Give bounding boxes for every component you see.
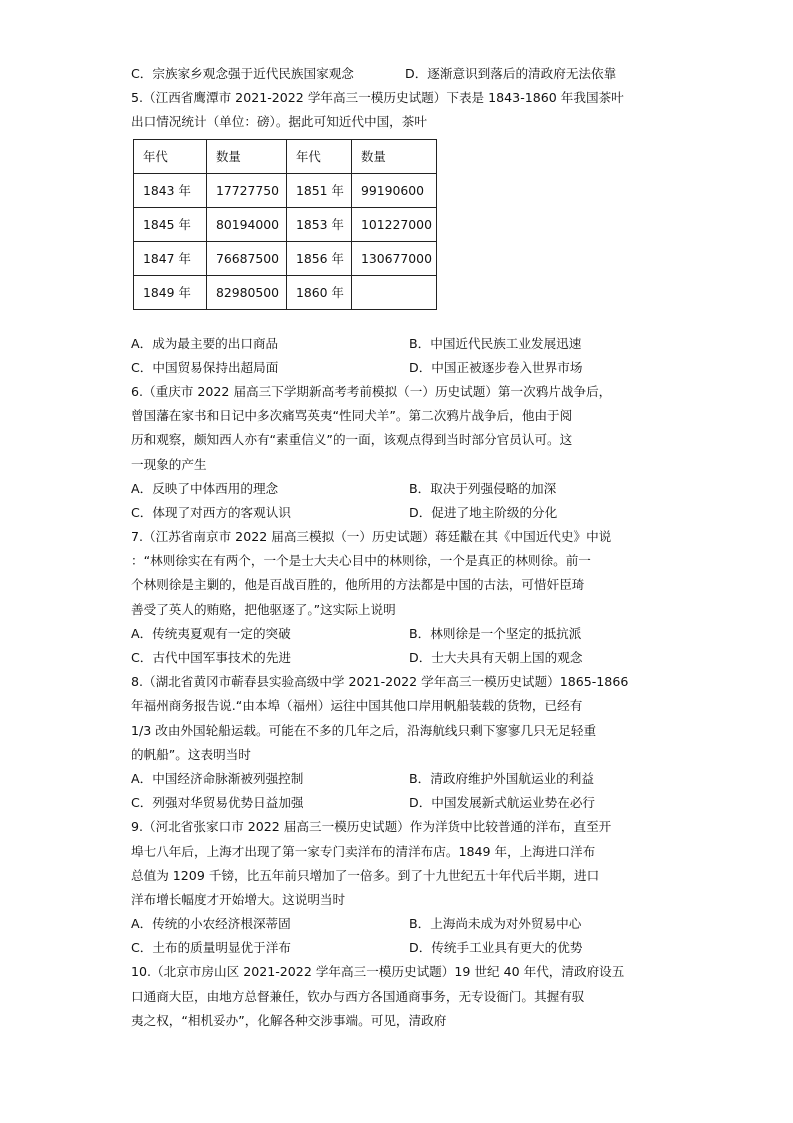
table-header-row (134, 139, 437, 173)
q5-option-c[interactable]: C．中国贸易保持出超局面 (131, 359, 279, 375)
table-header-cell: 数量 (207, 139, 287, 173)
spacer (131, 318, 671, 332)
question-7 (131, 525, 671, 670)
q6-stem-line-4: 一现象的产生 (131, 456, 207, 472)
q7-stem-line-2: ：“林则徐实在有两个，一个是士大夫心目中的林则徐，一个是真正的林则徐。前一 (131, 553, 591, 569)
q9-stem-line-3: 总值为 1209 千镑，比五年前只增加了一倍多。到了十九世纪五十年代后半期，进口 (131, 867, 600, 883)
table-cell: 76687500 (207, 241, 287, 275)
q6-option-c[interactable]: C．体现了对西方的客观认识 (131, 504, 291, 520)
q6-options-row-cd (131, 501, 671, 525)
q8-stem-line-4: 的帆船”。这表明当时 (131, 746, 251, 762)
table-cell: 101227000 (352, 207, 437, 241)
q9-option-c[interactable]: C．土布的质量明显优于洋布 (131, 940, 291, 956)
exam-page (131, 62, 671, 1033)
q4-option-c[interactable]: C．宗族家乡观念强于近代民族国家观念 (131, 66, 354, 81)
question-9 (131, 815, 671, 960)
q4-options-row-cd (131, 62, 671, 86)
q6-options-row-ab (131, 477, 671, 501)
q7-stem-line-4: 善受了英人的贿赂，把他驱逐了。”这实际上说明 (131, 601, 396, 617)
table-cell: 99190600 (352, 173, 437, 207)
q8-option-b[interactable]: B．清政府维护外国航运业的利益 (409, 770, 594, 786)
table-header-cell: 年代 (134, 139, 207, 173)
q9-stem-line-4: 洋布增长幅度才开始增大。这说明当时 (131, 891, 346, 907)
q9-stem-line-2: 埠七八年后，上海才出现了第一家专门卖洋布的清洋布店。1849 年，上海进口洋布 (131, 843, 596, 859)
q6-stem-line-1: 6.（重庆市 2022 届高三下学期新高考考前模拟（一）历史试题）第一次鸦片战争后， (131, 383, 612, 399)
table-cell: 17727750 (207, 173, 287, 207)
table-cell: 1851 年 (287, 173, 352, 207)
q7-option-c[interactable]: C．古代中国军事技术的先进 (131, 650, 291, 665)
question-8 (131, 670, 671, 815)
table-cell: 1856 年 (287, 241, 352, 275)
table-cell (352, 275, 437, 309)
table-cell: 1847 年 (134, 241, 207, 275)
table-cell: 1853 年 (287, 207, 352, 241)
q8-stem-line-3: 1/3 改由外国轮船运载。可能在不多的几年之后，沿海航线只剩下寥寥几只无足轻重 (131, 722, 597, 738)
q6-option-d[interactable]: D．促进了地主阶级的分化 (409, 504, 558, 520)
q7-stem-line-3: 个林则徐是主剿的，他是百战百胜的，他所用的方法都是中国的古法，可惜奸臣琦 (131, 577, 585, 593)
table-cell: 1843 年 (134, 173, 207, 207)
table-row (134, 241, 437, 275)
q9-options-row-ab (131, 912, 671, 936)
q5-option-b[interactable]: B．中国近代民族工业发展迅速 (409, 335, 582, 351)
table-cell: 80194000 (207, 207, 287, 241)
table-cell: 1849 年 (134, 275, 207, 309)
q7-options-row-ab (131, 622, 671, 646)
q6-option-b[interactable]: B．取决于列强侵略的加深 (409, 480, 557, 496)
q9-option-b[interactable]: B．上海尚未成为对外贸易中心 (409, 916, 582, 932)
table-cell: 130677000 (352, 241, 437, 275)
q10-stem-line-1: 10.（北京市房山区 2021-2022 学年高三一模历史试题）19 世纪 40 年代，清政府设五 (131, 964, 625, 980)
table-row (134, 173, 437, 207)
q8-option-a[interactable]: A．中国经济命脉渐被列强控制 (131, 770, 304, 786)
q9-option-d[interactable]: D．传统手工业具有更大的优势 (409, 940, 583, 956)
q8-stem-line-1: 8.（湖北省黄冈市蕲春县实验高级中学 2021-2022 学年高三一模历史试题）1865-1866 (131, 674, 629, 690)
q9-options-row-cd (131, 936, 671, 960)
q5-options-row-cd (131, 356, 671, 380)
q6-stem-line-3: 历和观察，颇知西人亦有“素重信义”的一面，该观点得到当时部分官员认可。这 (131, 432, 573, 448)
q4-option-d[interactable]: D．逐渐意识到落后的清政府无法依靠 (405, 66, 617, 81)
q8-stem-line-2: 年福州商务报告说.“由本埠（福州）运往中国其他口岸用帆船装载的货物，已经有 (131, 698, 583, 714)
q5-option-a[interactable]: A．成为最主要的出口商品 (131, 335, 279, 351)
q8-options-row-ab (131, 767, 671, 791)
q6-stem-line-2: 曾国藩在家书和日记中多次痛骂英夷“性同犬羊”。第二次鸦片战争后，他由于阅 (131, 408, 573, 424)
q8-options-row-cd (131, 791, 671, 815)
question-5 (131, 86, 671, 380)
q5-stem-line-1: 5.（江西省鹰潭市 2021-2022 学年高三一模历史试题）下表是 1843-1860 年我国茶叶 (131, 90, 624, 106)
table-header-cell: 数量 (352, 139, 437, 173)
q5-options-row-ab (131, 332, 671, 356)
question-10 (131, 960, 671, 1033)
q7-option-a[interactable]: A．传统夷夏观有一定的突破 (131, 625, 291, 641)
q7-option-d[interactable]: D．士大夫具有天朝上国的观念 (409, 650, 583, 665)
q6-option-a[interactable]: A．反映了中体西用的理念 (131, 480, 279, 496)
question-6 (131, 380, 671, 525)
table-cell: 1845 年 (134, 207, 207, 241)
table-cell: 1860 年 (287, 275, 352, 309)
table-header-cell: 年代 (287, 139, 352, 173)
table-cell: 82980500 (207, 275, 287, 309)
q5-stem-line-2: 出口情况统计（单位：磅）。据此可知近代中国，茶叶 (131, 114, 427, 130)
tea-export-table (133, 139, 437, 310)
q9-option-a[interactable]: A．传统的小农经济根深蒂固 (131, 916, 291, 932)
table-row (134, 275, 437, 309)
q7-options-row-cd (131, 646, 671, 670)
q8-option-c[interactable]: C．列强对华贸易优势日益加强 (131, 795, 304, 811)
q9-stem-line-1: 9.（河北省张家口市 2022 届高三一模历史试题）作为洋货中比较普通的洋布，直至开 (131, 819, 612, 835)
q8-option-d[interactable]: D．中国发展新式航运业势在必行 (409, 795, 596, 811)
q10-stem-line-3: 夷之权，“相机妥办”，化解各种交涉事端。可见，清政府 (131, 1012, 447, 1028)
q5-option-d[interactable]: D．中国正被逐步卷入世界市场 (409, 359, 583, 375)
q10-stem-line-2: 口通商大臣，由地方总督兼任，钦办与西方各国通商事务，无专设衙门。其握有驭 (131, 988, 585, 1004)
table-row (134, 207, 437, 241)
q7-stem-line-1: 7.（江苏省南京市 2022 届高三模拟（一）历史试题）蒋廷黻在其《中国近代史》中说 (131, 529, 612, 545)
q7-option-b[interactable]: B．林则徐是一个坚定的抵抗派 (409, 625, 582, 641)
